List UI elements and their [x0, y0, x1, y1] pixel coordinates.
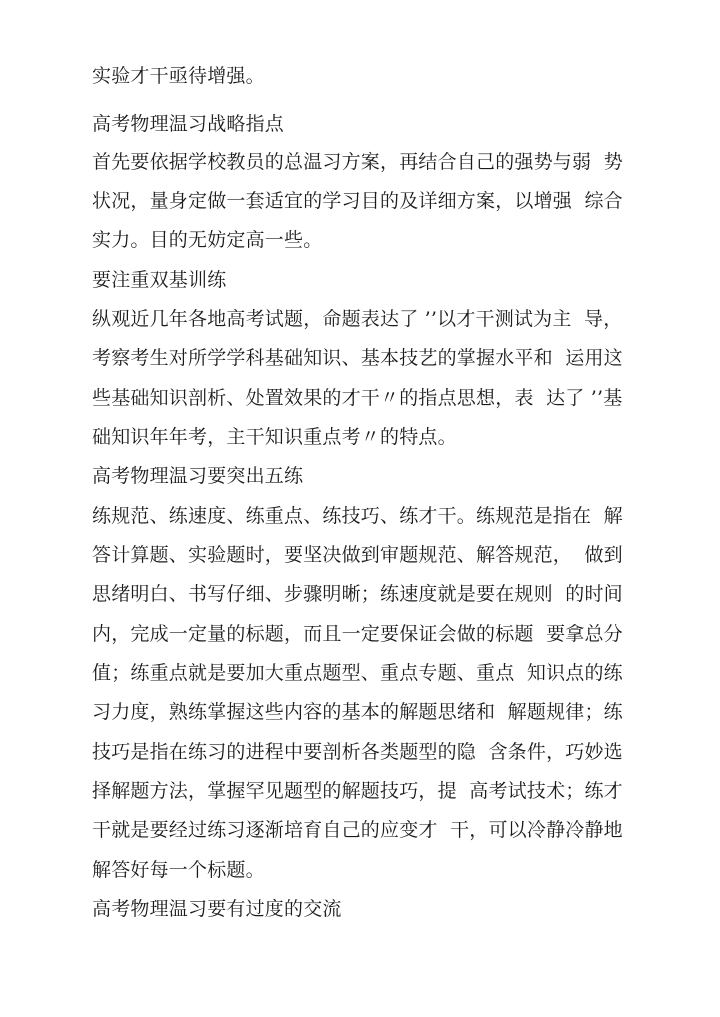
- text-line: 习力度，熟练掌握这些内容的基本的解题思绪和 解题规律；练: [92, 701, 623, 723]
- text-line: 练规范、练速度、练重点、练技巧、练才干。练规范是指在 解: [92, 505, 623, 527]
- text-line: 技巧是指在练习的进程中要剖析各类题型的隐 含条件，巧妙选: [92, 741, 623, 763]
- text-line: 值；练重点就是要加大重点题型、重点专题、重点 知识点的练: [92, 662, 623, 684]
- text-line: 答计算题、实验题时，要坚决做到审题规范、解答规范， 做到: [92, 544, 623, 566]
- text-line: 干就是要经过练习逐渐培育自己的应变才 干，可以冷静冷静地: [92, 819, 623, 841]
- text-line: 些基础知识剖析、处置效果的才干〃的指点思想，表 达了 ’’基: [92, 387, 623, 409]
- text-line: 状况，量身定做一套适宜的学习目的及详细方案，以增强 综合: [92, 190, 623, 212]
- text-line: 实力。目的无妨定高一些。: [92, 229, 323, 251]
- section-heading: 要注重双基训练: [92, 269, 227, 291]
- text-line: 实验才干亟待增强。: [92, 65, 265, 87]
- section-heading: 高考物理温习要有过度的交流: [92, 898, 342, 920]
- text-line: 首先要依据学校教员的总温习方案，再结合自己的强势与弱 势: [92, 151, 623, 173]
- text-line: 思绪明白、书写仔细、步骤明晰；练速度就是要在规则 的时间: [92, 583, 623, 605]
- section-heading: 高考物理温习战略指点: [92, 113, 285, 135]
- section-heading: 高考物理温习要突出五练: [92, 465, 304, 487]
- text-line: 内，完成一定量的标题，而且一定要保证会做的标题 要拿总分: [92, 623, 623, 645]
- text-line: 择解题方法，掌握罕见题型的解题技巧，提 高考试技术；练才: [92, 780, 623, 802]
- text-line: 纵观近几年各地高考试题，命题表达了 ’’以才干测试为主 导，: [92, 308, 623, 330]
- text-line: 考察考生对所学学科基础知识、基本技艺的掌握水平和 运用这: [92, 347, 623, 369]
- text-line: 解答好每一个标题。: [92, 859, 265, 881]
- text-line: 础知识年年考，主干知识重点考〃的特点。: [92, 426, 457, 448]
